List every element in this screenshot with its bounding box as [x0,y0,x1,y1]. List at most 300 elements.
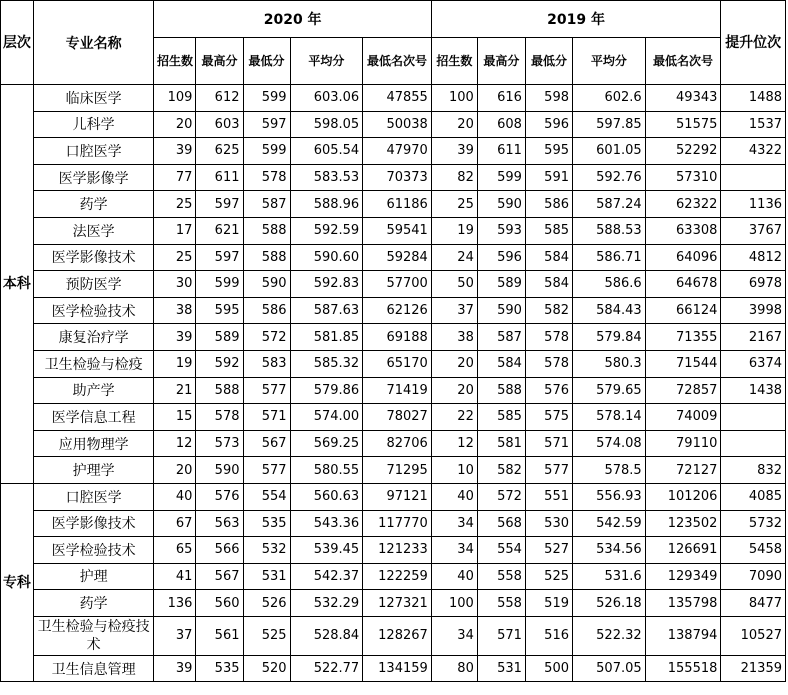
rank-2019-cell: 135798 [645,590,721,617]
min-score-header: 最低分 [243,38,290,85]
max-2019-cell: 611 [477,138,525,165]
rank-2019-cell: 129349 [645,563,721,590]
table-row [1,85,786,112]
avg-2019-cell: 556.93 [573,483,646,510]
level-header: 层次 [1,1,34,85]
avg-2020-cell: 574.00 [290,404,363,431]
rank-up-cell [721,404,786,431]
min-2020-cell: 571 [243,404,290,431]
avg-2020-cell: 580.55 [290,457,363,484]
rank-up-cell: 5458 [721,537,786,564]
avg-2020-cell: 579.86 [290,377,363,404]
major-cell: 口腔医学 [33,138,154,165]
rank-2019-cell: 123502 [645,510,721,537]
table-row [1,271,786,298]
rank-2019-cell: 63308 [645,217,721,244]
rank-2020-cell: 71295 [363,457,432,484]
avg-2020-cell: 587.63 [290,297,363,324]
avg-2020-cell: 588.96 [290,191,363,218]
avg-2020-cell: 532.29 [290,590,363,617]
enroll-2020-cell: 25 [154,191,196,218]
min-score-header: 最低分 [525,38,572,85]
enroll-2020-cell: 41 [154,563,196,590]
avg-2019-cell: 580.3 [573,350,646,377]
min-2020-cell: 531 [243,563,290,590]
major-cell: 医学影像学 [33,164,154,191]
avg-2020-cell: 605.54 [290,138,363,165]
avg-2019-cell: 578.14 [573,404,646,431]
min-2019-cell: 577 [525,457,572,484]
enroll-2020-cell: 20 [154,457,196,484]
major-cell: 护理学 [33,457,154,484]
enroll-2020-cell: 12 [154,430,196,457]
enroll-2020-cell: 30 [154,271,196,298]
min-2019-cell: 576 [525,377,572,404]
max-2020-cell: 590 [196,457,243,484]
enroll-2020-cell: 67 [154,510,196,537]
max-2019-cell: 616 [477,85,525,112]
max-2020-cell: 576 [196,483,243,510]
max-2020-cell: 566 [196,537,243,564]
avg-2020-cell: 592.83 [290,271,363,298]
rank-2020-cell: 78027 [363,404,432,431]
avg-2020-cell: 598.05 [290,111,363,138]
rank-2020-cell: 70373 [363,164,432,191]
rank-2019-cell: 62322 [645,191,721,218]
max-2020-cell: 573 [196,430,243,457]
rank-up-cell: 2167 [721,324,786,351]
avg-2019-cell: 588.53 [573,217,646,244]
enroll-2019-cell: 34 [431,537,477,564]
max-2019-cell: 590 [477,191,525,218]
major-cell: 临床医学 [33,85,154,112]
min-2019-cell: 578 [525,350,572,377]
min-2019-cell: 584 [525,244,572,271]
table-row [1,164,786,191]
enroll-2019-cell: 100 [431,85,477,112]
table-row [1,324,786,351]
min-2020-cell: 588 [243,244,290,271]
max-2020-cell: 535 [196,655,243,682]
avg-2019-cell: 534.56 [573,537,646,564]
rank-2020-cell: 134159 [363,655,432,682]
avg-2019-cell: 522.32 [573,616,646,655]
rank-2020-cell: 69188 [363,324,432,351]
major-cell: 法医学 [33,217,154,244]
avg-2020-cell: 539.45 [290,537,363,564]
min-2020-cell: 554 [243,483,290,510]
min-2020-cell: 599 [243,138,290,165]
avg-2019-cell: 586.71 [573,244,646,271]
max-2019-cell: 531 [477,655,525,682]
enroll-2019-cell: 37 [431,297,477,324]
table-row [1,483,786,510]
min-2020-cell: 535 [243,510,290,537]
major-cell: 预防医学 [33,271,154,298]
rank-2019-cell: 57310 [645,164,721,191]
min-2020-cell: 583 [243,350,290,377]
enroll-2020-cell: 19 [154,350,196,377]
enroll-2019-cell: 39 [431,138,477,165]
min-2020-cell: 586 [243,297,290,324]
enroll-2020-cell: 39 [154,655,196,682]
avg-2019-cell: 587.24 [573,191,646,218]
level-label: 专科 [1,483,34,682]
min-2019-cell: 516 [525,616,572,655]
avg-2020-cell: 528.84 [290,616,363,655]
table-row [1,537,786,564]
rank-up-cell: 10527 [721,616,786,655]
min-2020-cell: 578 [243,164,290,191]
max-2020-cell: 560 [196,590,243,617]
min-2019-cell: 575 [525,404,572,431]
min-2020-cell: 572 [243,324,290,351]
rank-up-cell: 3767 [721,217,786,244]
max-2019-cell: 590 [477,297,525,324]
table-row [1,457,786,484]
enroll-2019-cell: 80 [431,655,477,682]
table-row [1,138,786,165]
max-2019-cell: 558 [477,590,525,617]
major-cell: 儿科学 [33,111,154,138]
major-cell: 卫生信息管理 [33,655,154,682]
rank-2019-cell: 155518 [645,655,721,682]
max-2019-cell: 571 [477,616,525,655]
min-2020-cell: 597 [243,111,290,138]
year-2019-header: 2019 年 [431,1,721,38]
avg-2019-cell: 584.43 [573,297,646,324]
table-row [1,377,786,404]
min-2020-cell: 590 [243,271,290,298]
avg-2019-cell: 579.65 [573,377,646,404]
enroll-2020-cell: 15 [154,404,196,431]
max-2019-cell: 588 [477,377,525,404]
min-2020-cell: 526 [243,590,290,617]
major-cell: 药学 [33,590,154,617]
major-header: 专业名称 [33,1,154,85]
max-2019-cell: 608 [477,111,525,138]
avg-2020-cell: 581.85 [290,324,363,351]
max-2019-cell: 589 [477,271,525,298]
max-2019-cell: 584 [477,350,525,377]
rank-up-cell: 8477 [721,590,786,617]
major-cell: 助产学 [33,377,154,404]
enroll-2019-cell: 25 [431,191,477,218]
max-2019-cell: 599 [477,164,525,191]
max-2019-cell: 585 [477,404,525,431]
table-row [1,244,786,271]
level-label: 本科 [1,85,34,484]
rank-2019-cell: 72857 [645,377,721,404]
major-cell: 卫生检验与检疫技术 [33,616,154,655]
min-2019-cell: 596 [525,111,572,138]
avg-2020-cell: 590.60 [290,244,363,271]
table-row [1,616,786,655]
table-row [1,191,786,218]
enroll-2019-cell: 19 [431,217,477,244]
rank-up-cell: 1488 [721,85,786,112]
min-2020-cell: 577 [243,457,290,484]
rank-2019-cell: 101206 [645,483,721,510]
min-2019-cell: 598 [525,85,572,112]
year-2020-header: 2020 年 [154,1,431,38]
rank-2019-cell: 126691 [645,537,721,564]
table-row [1,111,786,138]
avg-2020-cell: 522.77 [290,655,363,682]
table-row [1,350,786,377]
enroll-2020-cell: 65 [154,537,196,564]
rank-2020-cell: 121233 [363,537,432,564]
avg-2020-cell: 583.53 [290,164,363,191]
avg-score-header: 平均分 [573,38,646,85]
min-2019-cell: 586 [525,191,572,218]
min-2019-cell: 578 [525,324,572,351]
rank-up-cell: 21359 [721,655,786,682]
max-2020-cell: 612 [196,85,243,112]
table-row [1,297,786,324]
enroll-2020-cell: 37 [154,616,196,655]
rank-2020-cell: 50038 [363,111,432,138]
rank-up-cell: 3998 [721,297,786,324]
enroll-2019-cell: 20 [431,350,477,377]
rank-2020-cell: 59541 [363,217,432,244]
max-2020-cell: 611 [196,164,243,191]
rank-up-cell [721,430,786,457]
enroll-2020-cell: 109 [154,85,196,112]
min-2020-cell: 532 [243,537,290,564]
min-2019-cell: 571 [525,430,572,457]
major-cell: 卫生检验与检疫 [33,350,154,377]
avg-2019-cell: 592.76 [573,164,646,191]
min-2020-cell: 525 [243,616,290,655]
min-2020-cell: 588 [243,217,290,244]
min-2019-cell: 584 [525,271,572,298]
rank-up-cell: 6978 [721,271,786,298]
rank-up-cell: 4085 [721,483,786,510]
table-row [1,510,786,537]
max-2019-cell: 558 [477,563,525,590]
min-2020-cell: 567 [243,430,290,457]
major-cell: 药学 [33,191,154,218]
enroll-2019-cell: 38 [431,324,477,351]
rank-up-cell: 1136 [721,191,786,218]
min-2019-cell: 530 [525,510,572,537]
max-2020-cell: 588 [196,377,243,404]
enroll-2019-cell: 20 [431,111,477,138]
max-2020-cell: 621 [196,217,243,244]
enroll-2020-cell: 25 [154,244,196,271]
rank-2020-cell: 122259 [363,563,432,590]
max-2020-cell: 563 [196,510,243,537]
max-2020-cell: 567 [196,563,243,590]
avg-2020-cell: 592.59 [290,217,363,244]
table-row [1,217,786,244]
max-2020-cell: 599 [196,271,243,298]
rank-2020-cell: 59284 [363,244,432,271]
enroll-2019-cell: 82 [431,164,477,191]
min-2019-cell: 527 [525,537,572,564]
rank-2020-cell: 47970 [363,138,432,165]
rank-up-cell: 6374 [721,350,786,377]
max-score-header: 最高分 [196,38,243,85]
rank-up-cell: 4812 [721,244,786,271]
min-2019-cell: 585 [525,217,572,244]
rank-2020-cell: 127321 [363,590,432,617]
rank-2019-cell: 51575 [645,111,721,138]
table-row [1,404,786,431]
min-2020-cell: 520 [243,655,290,682]
avg-2019-cell: 601.05 [573,138,646,165]
major-cell: 口腔医学 [33,483,154,510]
max-2020-cell: 603 [196,111,243,138]
min-2019-cell: 525 [525,563,572,590]
enroll-2019-cell: 40 [431,483,477,510]
avg-2019-cell: 507.05 [573,655,646,682]
rank-up-cell: 7090 [721,563,786,590]
rank-up-header: 提升位次 [721,1,786,85]
rank-2020-cell: 65170 [363,350,432,377]
major-cell: 护理 [33,563,154,590]
avg-2020-cell: 569.25 [290,430,363,457]
avg-2019-cell: 602.6 [573,85,646,112]
max-2020-cell: 597 [196,244,243,271]
enroll-2020-cell: 40 [154,483,196,510]
rank-up-cell: 1537 [721,111,786,138]
rank-2019-cell: 79110 [645,430,721,457]
rank-2019-cell: 64096 [645,244,721,271]
enroll-2019-cell: 20 [431,377,477,404]
max-2019-cell: 596 [477,244,525,271]
avg-2020-cell: 542.37 [290,563,363,590]
major-cell: 医学信息工程 [33,404,154,431]
major-cell: 康复治疗学 [33,324,154,351]
max-2019-cell: 581 [477,430,525,457]
avg-2020-cell: 560.63 [290,483,363,510]
enroll-2019-cell: 34 [431,616,477,655]
rank-2020-cell: 82706 [363,430,432,457]
enroll-2019-cell: 24 [431,244,477,271]
rank-2019-cell: 71355 [645,324,721,351]
min-2019-cell: 519 [525,590,572,617]
enroll-2020-cell: 77 [154,164,196,191]
max-2020-cell: 595 [196,297,243,324]
rank-up-cell: 5732 [721,510,786,537]
max-2019-cell: 582 [477,457,525,484]
min-2019-cell: 591 [525,164,572,191]
rank-2020-cell: 97121 [363,483,432,510]
rank-2019-cell: 66124 [645,297,721,324]
max-2019-cell: 554 [477,537,525,564]
enroll-header: 招生数 [431,38,477,85]
rank-2019-cell: 71544 [645,350,721,377]
enroll-2020-cell: 39 [154,324,196,351]
rank-2020-cell: 71419 [363,377,432,404]
avg-2019-cell: 542.59 [573,510,646,537]
max-2020-cell: 589 [196,324,243,351]
rank-2019-cell: 72127 [645,457,721,484]
rank-2019-cell: 64678 [645,271,721,298]
enroll-2020-cell: 136 [154,590,196,617]
rank-up-cell: 1438 [721,377,786,404]
rank-2019-cell: 74009 [645,404,721,431]
enroll-2019-cell: 50 [431,271,477,298]
table-row [1,590,786,617]
rank-2019-cell: 49343 [645,85,721,112]
min-2019-cell: 582 [525,297,572,324]
max-2019-cell: 593 [477,217,525,244]
enroll-header: 招生数 [154,38,196,85]
min-2019-cell: 500 [525,655,572,682]
min-rank-header: 最低名次号 [363,38,432,85]
rank-2020-cell: 128267 [363,616,432,655]
enroll-2020-cell: 21 [154,377,196,404]
rank-up-cell [721,164,786,191]
max-2020-cell: 592 [196,350,243,377]
min-2019-cell: 551 [525,483,572,510]
table-row [1,563,786,590]
enroll-2020-cell: 39 [154,138,196,165]
avg-2019-cell: 531.6 [573,563,646,590]
max-2019-cell: 568 [477,510,525,537]
avg-2019-cell: 579.84 [573,324,646,351]
rank-2020-cell: 117770 [363,510,432,537]
max-2020-cell: 625 [196,138,243,165]
avg-2019-cell: 597.85 [573,111,646,138]
rank-up-cell: 4322 [721,138,786,165]
major-cell: 医学影像技术 [33,244,154,271]
max-2020-cell: 561 [196,616,243,655]
avg-2020-cell: 585.32 [290,350,363,377]
min-2020-cell: 599 [243,85,290,112]
rank-2020-cell: 57700 [363,271,432,298]
avg-2019-cell: 526.18 [573,590,646,617]
enroll-2020-cell: 17 [154,217,196,244]
rank-2020-cell: 47855 [363,85,432,112]
enroll-2019-cell: 10 [431,457,477,484]
max-2020-cell: 578 [196,404,243,431]
avg-score-header: 平均分 [290,38,363,85]
enroll-2019-cell: 34 [431,510,477,537]
avg-2019-cell: 578.5 [573,457,646,484]
rank-up-cell: 832 [721,457,786,484]
table-row [1,655,786,682]
min-rank-header: 最低名次号 [645,38,721,85]
table-row [1,430,786,457]
table-body [1,85,786,682]
rank-2020-cell: 61186 [363,191,432,218]
major-cell: 医学检验技术 [33,297,154,324]
max-2019-cell: 572 [477,483,525,510]
rank-2019-cell: 138794 [645,616,721,655]
max-score-header: 最高分 [477,38,525,85]
major-cell: 医学影像技术 [33,510,154,537]
max-2019-cell: 587 [477,324,525,351]
enroll-2020-cell: 38 [154,297,196,324]
rank-2020-cell: 62126 [363,297,432,324]
major-cell: 医学检验技术 [33,537,154,564]
enroll-2020-cell: 20 [154,111,196,138]
enroll-2019-cell: 100 [431,590,477,617]
max-2020-cell: 597 [196,191,243,218]
enroll-2019-cell: 22 [431,404,477,431]
enroll-2019-cell: 12 [431,430,477,457]
min-2020-cell: 577 [243,377,290,404]
rank-2019-cell: 52292 [645,138,721,165]
avg-2019-cell: 574.08 [573,430,646,457]
avg-2020-cell: 543.36 [290,510,363,537]
avg-2020-cell: 603.06 [290,85,363,112]
min-2019-cell: 595 [525,138,572,165]
